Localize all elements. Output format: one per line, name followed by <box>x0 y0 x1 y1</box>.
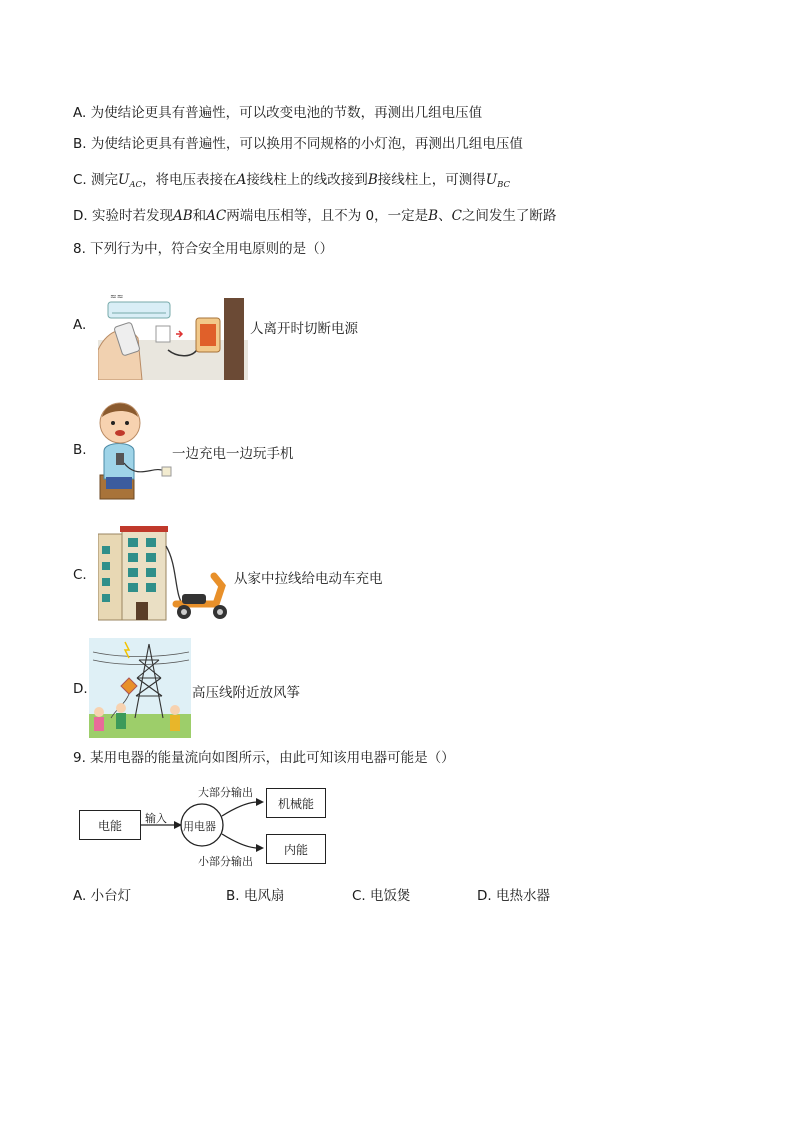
q7-option-c-text-1: C. 测完 <box>73 172 119 188</box>
q9-stem: 9. 某用电器的能量流向如图所示，由此可知该用电器可能是（） <box>73 750 455 766</box>
q9-choice-c: C. 电饭煲 <box>352 888 411 904</box>
building-electric-scooter-picture <box>98 526 232 624</box>
q8-stem: 8. 下列行为中，符合安全用电原则的是（） <box>73 241 334 257</box>
q7-option-d <box>73 207 556 225</box>
segment-ac: AC <box>206 208 227 224</box>
q7-option-c-text-3: 接线柱上的线改接到 <box>246 172 368 188</box>
voltage-symbol-u: U <box>118 172 130 188</box>
major-output-label: 大部分输出 <box>198 786 253 799</box>
air-conditioner-remote-plug-picture <box>98 288 248 380</box>
q7-option-d-text-1: D. 实验时若发现 <box>73 208 173 224</box>
segment-ab: AB <box>172 208 193 224</box>
q7-option-d-text-5: 之间发生了断路 <box>461 208 557 224</box>
q8-option-d-letter: D. <box>73 681 88 697</box>
q7-option-c-text-4: 接线柱上，可测得 <box>377 172 486 188</box>
q7-option-c-text-2: ，将电压表接在 <box>142 172 237 188</box>
kite-power-tower-picture <box>89 638 191 738</box>
subscript-bc: BC <box>497 180 511 190</box>
subscript-ac: AC <box>129 180 143 190</box>
appliance-label: 用电器 <box>183 820 216 833</box>
q7-option-c <box>73 171 510 194</box>
svg-text:≈≈: ≈≈ <box>110 292 124 301</box>
q7-option-d-text-2: 和 <box>192 208 207 224</box>
voltage-symbol-u-2: U <box>485 172 498 188</box>
q8-option-a-text: 人离开时切断电源 <box>250 321 358 337</box>
internal-energy-box: 内能 <box>266 834 326 864</box>
input-label: 输入 <box>145 812 167 825</box>
q7-option-a: A. 为使结论更具有普遍性，可以改变电池的节数，再测出几组电压值 <box>73 105 483 121</box>
electric-energy-box: 电能 <box>79 810 141 840</box>
q7-option-d-text-3: 两端电压相等，且不为 0，一定是 <box>226 208 429 224</box>
q7-option-d-text-4: 、 <box>438 208 452 224</box>
q8-option-a-letter: A. <box>73 317 87 333</box>
q9-choice-a: A. 小台灯 <box>73 888 132 904</box>
q8-option-c-letter: C. <box>73 567 87 583</box>
q8-option-b-letter: B. <box>73 442 87 458</box>
q8-option-c-text: 从家中拉线给电动车充电 <box>234 571 383 587</box>
boy-charging-phone-picture <box>98 395 178 503</box>
terminal-b: B <box>367 172 378 188</box>
mechanical-energy-box: 机械能 <box>266 788 326 818</box>
q9-choice-d: D. 电热水器 <box>477 888 550 904</box>
q8-option-b-text: 一边充电一边玩手机 <box>172 446 294 462</box>
minor-output-label: 小部分输出 <box>198 855 253 868</box>
point-b: B <box>428 208 439 224</box>
terminal-a: A <box>236 172 247 188</box>
q7-option-b: B. 为使结论更具有普遍性，可以换用不同规格的小灯泡，再测出几组电压值 <box>73 136 523 152</box>
q9-choice-b: B. 电风扇 <box>226 888 285 904</box>
point-c: C <box>451 208 462 224</box>
q8-option-d-text: 高压线附近放风筝 <box>192 685 300 701</box>
